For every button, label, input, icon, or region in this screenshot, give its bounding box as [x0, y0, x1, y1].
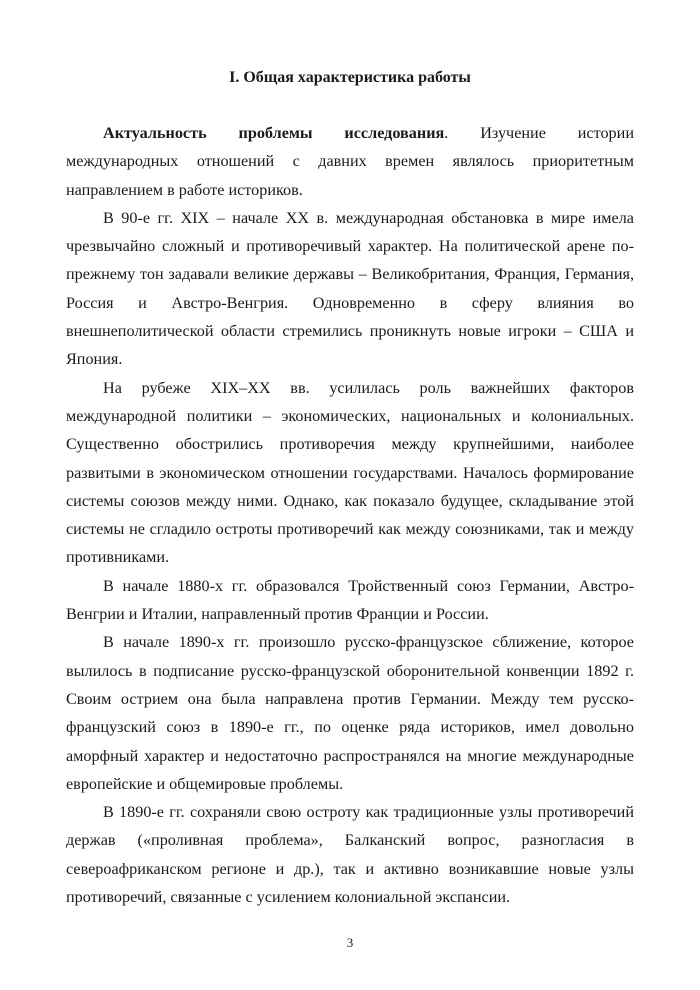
- paragraph-1: [66, 119, 634, 204]
- paragraph-lead: Актуальность проблемы исследования: [103, 124, 445, 142]
- section-title: I. Общая характеристика работы: [229, 69, 471, 86]
- paragraph-6: В 1890-е гг. сохраняли свою остроту как традиционные узлы противоречий держав («проливная проблема», Балканский вопрос, разногласия в североафриканском регионе и др.), так и активно возникавшие новые узлы противоречий, связанные с усилением колониальной экспансии.: [66, 803, 634, 907]
- body-text: [66, 119, 634, 911]
- page-number: 3: [346, 935, 354, 950]
- paragraph-3: На рубеже XIX–XX вв. усилилась роль важнейших факторов международной политики – экономических, национальных и колониальных. Существенно обострились противоречия между крупнейшими, наиболее развитыми в экономическом отношении государствами. Началось формирование системы союзов между ними. Однако, как показало будущее, складывание этой системы не сгладило остроты противоречий как между союзниками, так и между противниками.: [66, 378, 634, 567]
- paragraph-text: . Изучение истории международных отношений с давних времен являлось приоритетным направлением в работе историков.: [66, 124, 634, 199]
- paragraph-5: В начале 1890-х гг. произошло русско-французское сближение, которое вылилось в подписание русско-французской оборонительной конвенции 1892 г. Своим острием она была направлена против Германии. Между тем русско-французский союз в 1890-е гг., по оценке ряда историков, имел довольно аморфный характер и недостаточно распространялся на многие международные европейские и общемировые проблемы.: [66, 633, 634, 793]
- paragraph-4: В начале 1880-х гг. образовался Тройственный союз Германии, Австро-Венгрии и Италии, направленный против Франции и России.: [66, 576, 634, 624]
- paragraph-2: В 90-е гг. XIX – начале XX в. международная обстановка в мире имела чрезвычайно сложный и противоречивый характер. На политической арене по-прежнему тон задавали великие державы – Великобритания, Франция, Германия, Россия и Австро-Венгрия. Одновременно в сферу влияния во внешнеполитической области стремились проникнуть новые игроки – США и Япония.: [66, 208, 634, 369]
